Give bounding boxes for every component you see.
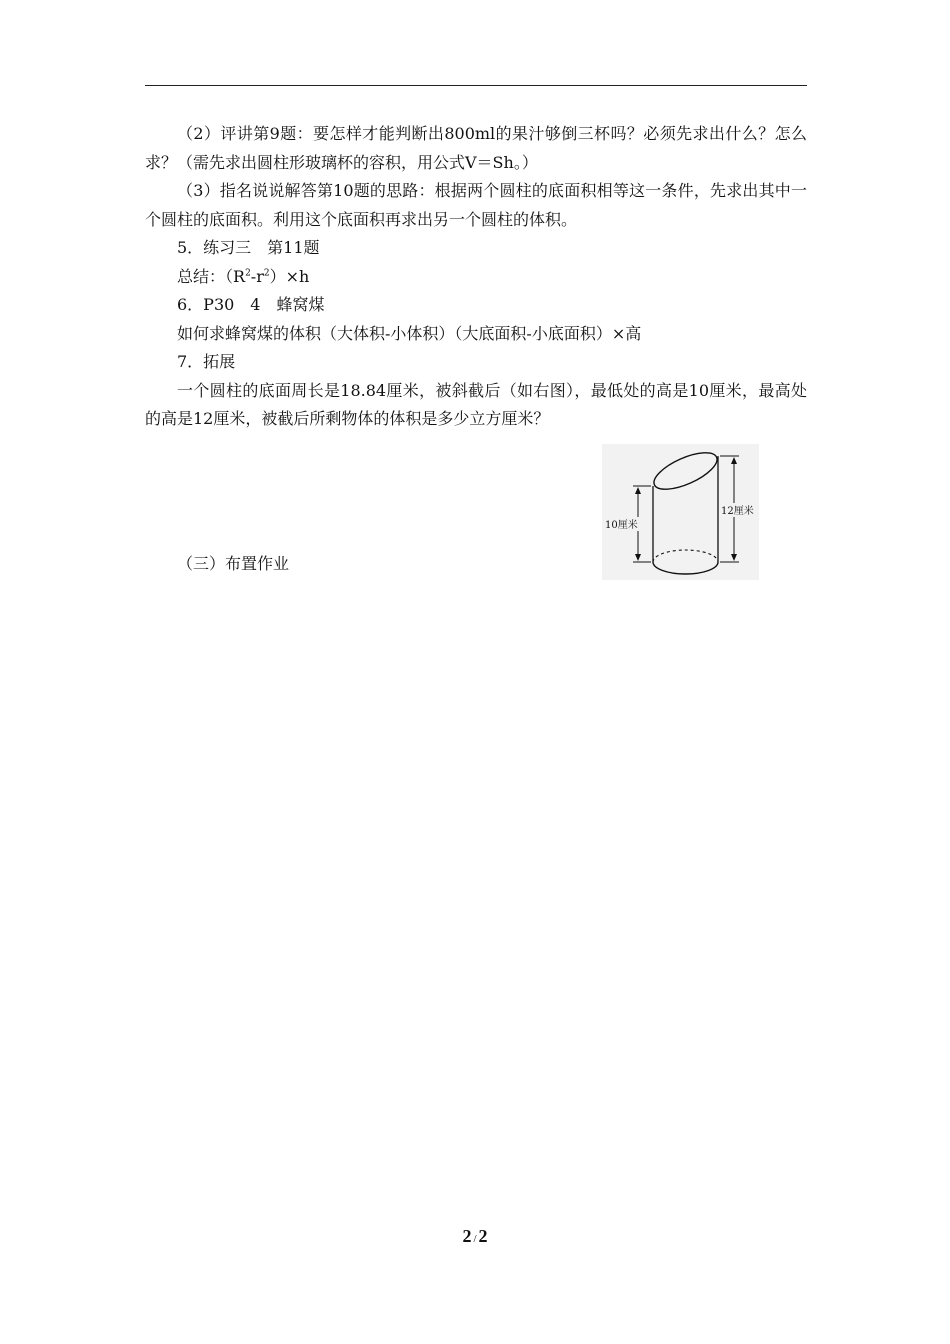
cylinder-bottom-front-arc	[653, 562, 718, 574]
paragraph-extension-problem: 一个圆柱的底面周长是18.84厘米，被斜截后（如右图），最低处的高是10厘米，最高处的高是12厘米，被截后所剩物体的体积是多少立方厘米？	[145, 380, 807, 428]
right-dim-arrow-down	[731, 554, 737, 561]
right-dim-arrow-up	[731, 457, 737, 464]
page-number	[0, 1226, 950, 1247]
paragraph-honeycomb-volume: 如何求蜂窝煤的体积（大体积-小体积）（大底面积-小底面积）×高	[177, 323, 642, 343]
cylinder-top-ellipse	[649, 445, 722, 496]
page-separator: /	[473, 1233, 477, 1245]
page-current: 2	[462, 1226, 472, 1246]
paragraph-exercise-11: 5．练习三 第11题	[177, 238, 320, 257]
left-dim-arrow-down	[635, 554, 641, 561]
page-total: 2	[478, 1226, 488, 1246]
slanted-cylinder-figure	[602, 444, 759, 580]
paragraph-extension-title: 7．拓展	[177, 352, 236, 371]
paragraph-summary-formula: 总结：$(R^2-r^2)\times h$	[177, 266, 310, 286]
label-12cm: 12厘米	[721, 506, 754, 517]
section-homework: （三）布置作业	[177, 554, 290, 573]
paragraph-honeycomb-coal: 6．P30 4 蜂窝煤	[177, 295, 325, 314]
paragraph-review-q9: （2）评讲第9题：要怎样才能判断出800ml的果汁够倒三杯吗？必须先求出什么？怎么求？（需先求出圆柱形玻璃杯的容积，用公式V＝Sh。）	[145, 124, 807, 172]
cylinder-bottom-back-arc	[653, 550, 718, 562]
slanted-cylinder-drawing	[602, 444, 759, 580]
header-rule	[145, 85, 807, 86]
left-dim-arrow-up	[635, 487, 641, 494]
paragraph-review-q10: （3）指名说说解答第10题的思路：根据两个圆柱的底面积相等这一条件，先求出其中一个圆柱的底面积。利用这个底面积再求出另一个圆柱的体积。	[145, 181, 807, 229]
document-body	[145, 120, 807, 434]
label-10cm: 10厘米	[605, 520, 638, 531]
